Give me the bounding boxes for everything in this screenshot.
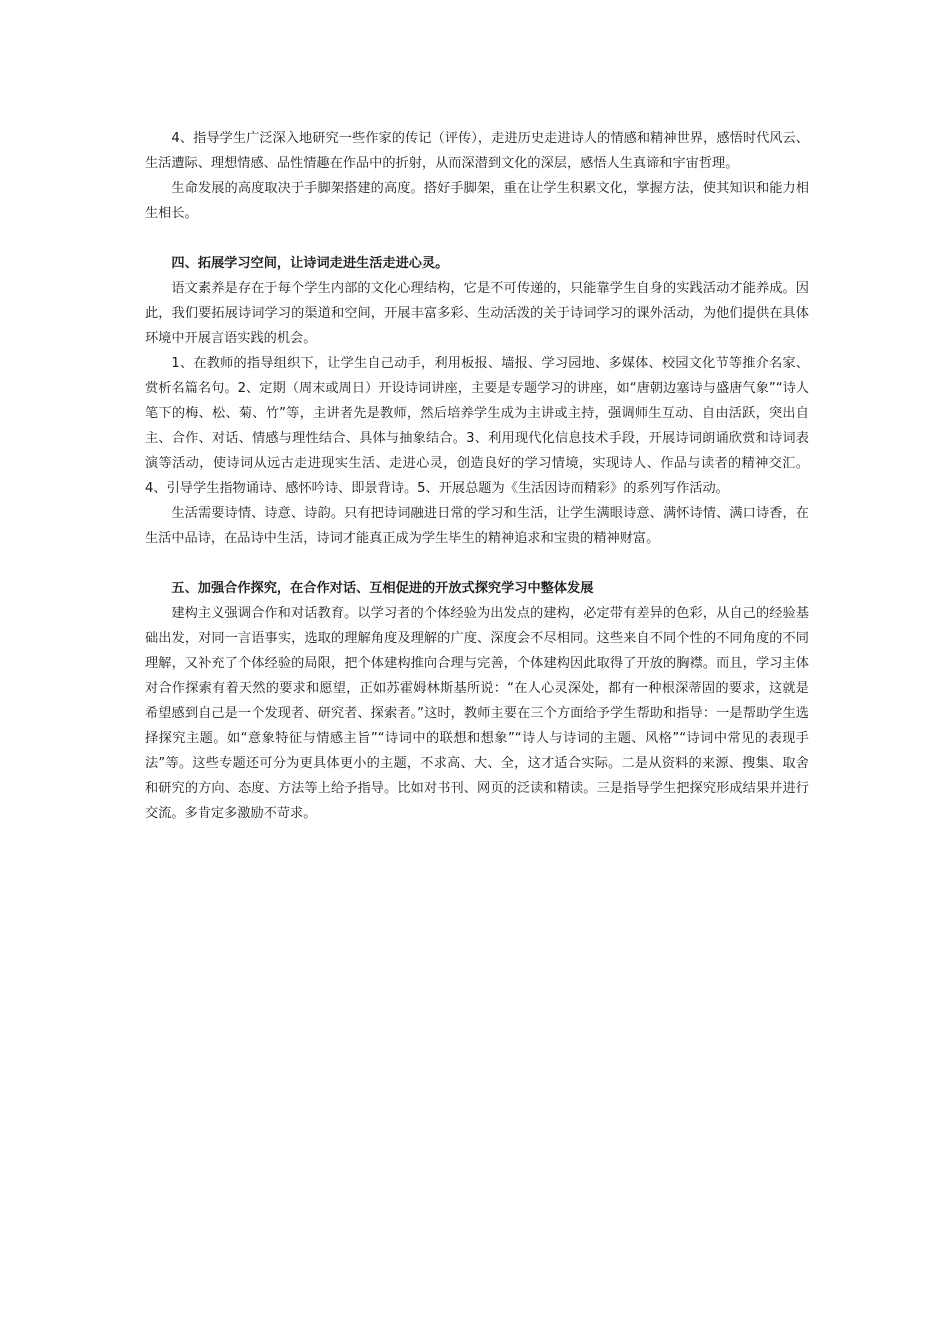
document-body [145, 126, 809, 826]
section-gap [145, 226, 809, 251]
paragraph-literacy: 语文素养是存在于每个学生内部的文化心理结构，它是不可传递的，只能靠学生自身的实践活动才能养成。因此，我们要拓展诗词学习的渠道和空间，开展丰富多彩、生动活泼的关于诗词学习的课外活动，为他们提供在具体环境中开展言语实践的机会。 [145, 281, 809, 346]
paragraph-activities: 1、在教师的指导组织下，让学生自己动手，利用板报、墙报、学习园地、多媒体、校园文化节等推介名家、赏析名篇名句。2、定期（周末或周日）开设诗词讲座，主要是专题学习的讲座，如“唐朝边塞诗与盛唐气象”“诗人笔下的梅、松、菊、竹”等，主讲者先是教师，然后培养学生成为主讲或主持，强调师生互动、自由活跃，突出自主、合作、对话、情感与理性结合、具体与抽象结合。3、利用现代化信息技术手段，开展诗词朗诵欣赏和诗词表演等活动，使诗词从远古走进现实生活、走进心灵，创造良好的学习情境，实现诗人、作品与读者的精神交汇。4、引导学生指物诵诗、感怀吟诗、即景背诗。5、开展总题为《生活因诗而精彩》的系列写作活动。 [145, 356, 809, 496]
paragraph-poetic-life: 生活需要诗情、诗意、诗韵。只有把诗词融进日常的学习和生活，让学生满眼诗意、满怀诗情、满口诗香，在生活中品诗，在品诗中生活，诗词才能真正成为学生毕生的精神追求和宝贵的精神财富。 [145, 506, 809, 546]
section-heading-5: 五、加强合作探究，在合作对话、互相促进的开放式探究学习中整体发展 [171, 581, 594, 596]
paragraph-biography-study: 4、指导学生广泛深入地研究一些作家的传记（评传），走进历史走进诗人的情感和精神世界，感悟时代风云、生活遭际、理想情感、品性情趣在作品中的折射，从而深潜到文化的深层，感悟人生真谛和宇宙哲理。 [145, 131, 809, 171]
section-gap [145, 551, 809, 576]
section-heading-4: 四、拓展学习空间，让诗词走进生活走进心灵。 [171, 256, 449, 271]
paragraph-constructivism: 建构主义强调合作和对话教育。以学习者的个体经验为出发点的建构，必定带有差异的色彩，从自己的经验基础出发，对同一言语事实，选取的理解角度及理解的广度、深度会不尽相同。这些来自不同个性的不同角度的不同理解，又补充了个体经验的局限，把个体建构推向合理与完善，个体建构因此取得了开放的胸襟。而且，学习主体对合作探索有着天然的要求和愿望，正如苏霍姆林斯基所说：“在人心灵深处，都有一种根深蒂固的要求，这就是希望感到自己是一个发现者、研究者、探索者。”这时，教师主要在三个方面给予学生帮助和指导：一是帮助学生选择探究主题。如“意象特征与情感主旨”“诗词中的联想和想象”“诗人与诗词的主题、风格”“诗词中常见的表现手法”等。这些专题还可分为更具体更小的主题，不求高、大、全，这才适合实际。二是从资料的来源、搜集、取舍和研究的方向、态度、方法等上给予指导。比如对书刊、网页的泛读和精读。三是指导学生把探究形成结果并进行交流。多肯定多激励不苛求。 [145, 606, 809, 821]
paragraph-scaffolding: 生命发展的高度取决于手脚架搭建的高度。搭好手脚架，重在让学生积累文化，掌握方法，使其知识和能力相生相长。 [145, 181, 809, 221]
